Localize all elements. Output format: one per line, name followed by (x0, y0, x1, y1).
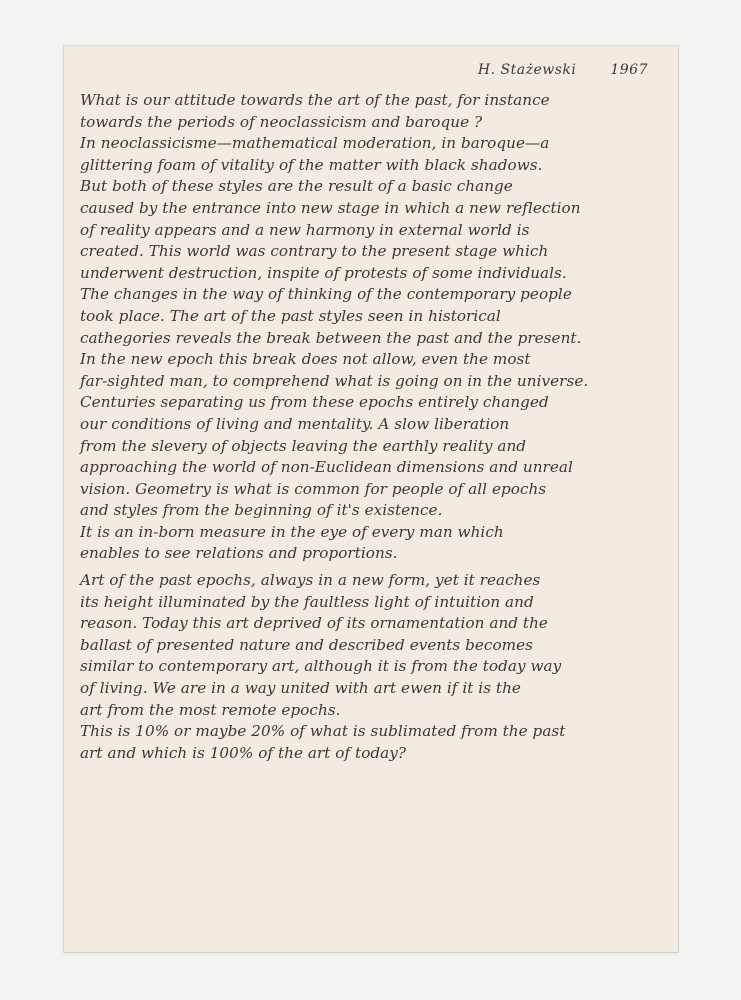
text-line: caused by the entrance into new stage in which a new reflection (80, 198, 581, 217)
author-signature: H. Stażewski (477, 62, 577, 78)
text-line: But both of these styles are the result of a basic change (80, 177, 513, 196)
text-line: and styles from the beginning of it's existence. (80, 501, 443, 520)
text-line: ballast of presented nature and described events becomes (80, 635, 534, 654)
text-line: towards the periods of neoclassicism and baroque ? (80, 112, 483, 131)
text-line: What is our attitude towards the art of the past, for instance (80, 91, 550, 109)
text-line: The changes in the way of thinking of the contemporary people (80, 285, 572, 304)
text-line: cathegories reveals the break between the past and the present. (80, 328, 582, 347)
text-line: created. This world was contrary to the present stage which (80, 242, 549, 261)
text-line: In the new epoch this break does not allow, even the most (80, 350, 531, 369)
text-line: our conditions of living and mentality. A slow liberation (80, 414, 510, 433)
text-line: Centuries separating us from these epochs entirely changed (80, 393, 549, 412)
text-line: far-sighted man, to comprehend what is going on in the universe. (80, 371, 589, 390)
text-line: of living. We are in a way united with art ewen if it is the (80, 679, 521, 698)
text-line: art and which is 100% of the art of today? (80, 743, 407, 762)
date-year: 1967 (610, 62, 648, 78)
text-line: underwent destruction, inspite of protests of some individuals. (80, 263, 567, 282)
text-line: glittering foam of vitality of the matter with black shadows. (80, 155, 543, 174)
text-line: reason. Today this art deprived of its ornamentation and the (80, 614, 548, 633)
text-line: took place. The art of the past styles seen in historical (80, 306, 501, 325)
text-line: similar to contemporary art, although it is from the today way (80, 657, 562, 676)
text-line: from the slevery of objects leaving the earthly reality and (80, 436, 527, 455)
text-line: art from the most remote epochs. (80, 700, 341, 719)
text-line: It is an in-born measure in the eye of every man which (80, 522, 504, 541)
text-line: Art of the past epochs, always in a new form, yet it reaches (80, 571, 541, 590)
text-line: its height illuminated by the faultless light of intuition and (80, 592, 534, 611)
text-line: In neoclassicisme—mathematical moderation, in baroque—a (80, 134, 550, 153)
text-line: enables to see relations and proportions. (80, 544, 398, 563)
text-line: of reality appears and a new harmony in external world is (80, 220, 530, 239)
text-line: vision. Geometry is what is common for people of all epochs (80, 479, 547, 498)
text-line: This is 10% or maybe 20% of what is sublimated from the past (80, 722, 566, 741)
text-line: approaching the world of non-Euclidean dimensions and unreal (80, 458, 573, 477)
manuscript-header (478, 62, 648, 78)
manuscript-sheet (64, 46, 678, 952)
handwritten-text (80, 90, 670, 764)
